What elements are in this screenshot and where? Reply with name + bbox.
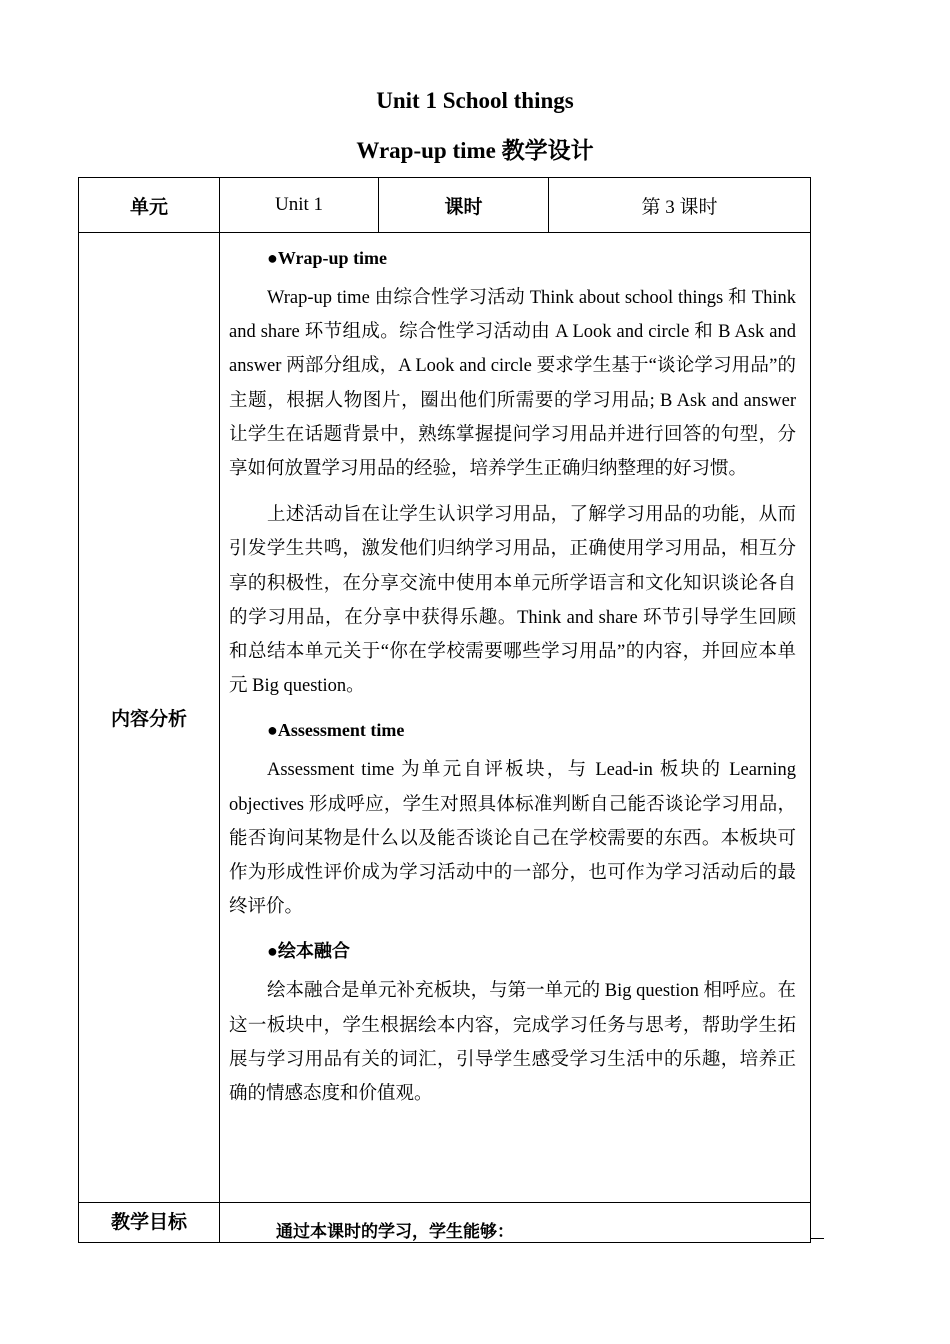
document-title: Unit 1 School things [376, 88, 574, 113]
objectives-label: 教学目标 [79, 1203, 220, 1243]
section-heading-assessment: ●Assessment time [267, 720, 405, 741]
content-analysis-body [220, 233, 811, 1203]
document-subtitle: Wrap-up time 教学设计 [356, 138, 594, 163]
unit-value: Unit 1 [220, 178, 379, 233]
table-edge-line [810, 1238, 824, 1239]
objectives-row [79, 1203, 811, 1243]
lesson-value: 第 3 课时 [549, 178, 811, 233]
section-paragraph: 上述活动旨在让学生认识学习用品，了解学习用品的功能，从而引发学生共鸣，激发他们归纳学习用品，正确使用学习用品，相互分享的积极性，在分享交流中使用本单元所学语言和文化知识谈论各自的学习用品，在分享中获得乐趣。Think and share 环节引导学生回顾和总结本单元关于“你在学校需要哪些学习用品”的内容，并回应本单元 Big question。 [229, 505, 796, 697]
lesson-plan-table [78, 177, 811, 1243]
unit-label: 单元 [79, 178, 220, 233]
section-paragraph: 绘本融合是单元补充板块，与第一单元的 Big question 相呼应。在这一板块中，学生根据绘本内容，完成学习任务与思考，帮助学生拓展与学习用品有关的词汇，引导学生感受学习生活中的乐趣，培养正确的情感态度和价值观。 [229, 981, 796, 1105]
section-paragraph: Wrap-up time 由综合性学习活动 Think about school things 和 Think and share 环节组成。综合性学习活动由 A Look and circle 和 B Ask and answer 两部分组成，A Look and circle 要求学生基于“谈论学习用品”的主题，根据人物图片，圈出他们所需要的学习用品; B Ask and answer 让学生在话题背景中，熟练掌握提问学习用品并进行回答的句型，分享如何放置学习用品的经验，培养学生正确归纳整理的好习惯。 [229, 288, 796, 480]
content-analysis-row [79, 233, 811, 1203]
section-heading-picture-book: ●绘本融合 [267, 941, 350, 962]
lesson-label: 课时 [379, 178, 549, 233]
content-analysis-label: 内容分析 [79, 233, 220, 1203]
objectives-body [220, 1203, 811, 1243]
objectives-intro: 通过本课时的学习，学生能够： [276, 1222, 514, 1242]
section-heading-wrapup: ●Wrap-up time [267, 248, 388, 268]
header-row [79, 178, 811, 233]
section-paragraph: Assessment time 为单元自评板块，与 Lead-in 板块的 Learning objectives 形成呼应，学生对照具体标准判断自己能否谈论学习用品，能否询问某物是什么以及能否谈论自己在学校需要的东西。本板块可作为形成性评价成为学习活动中的一部分，也可作为学习活动后的最终评价。 [229, 760, 796, 918]
